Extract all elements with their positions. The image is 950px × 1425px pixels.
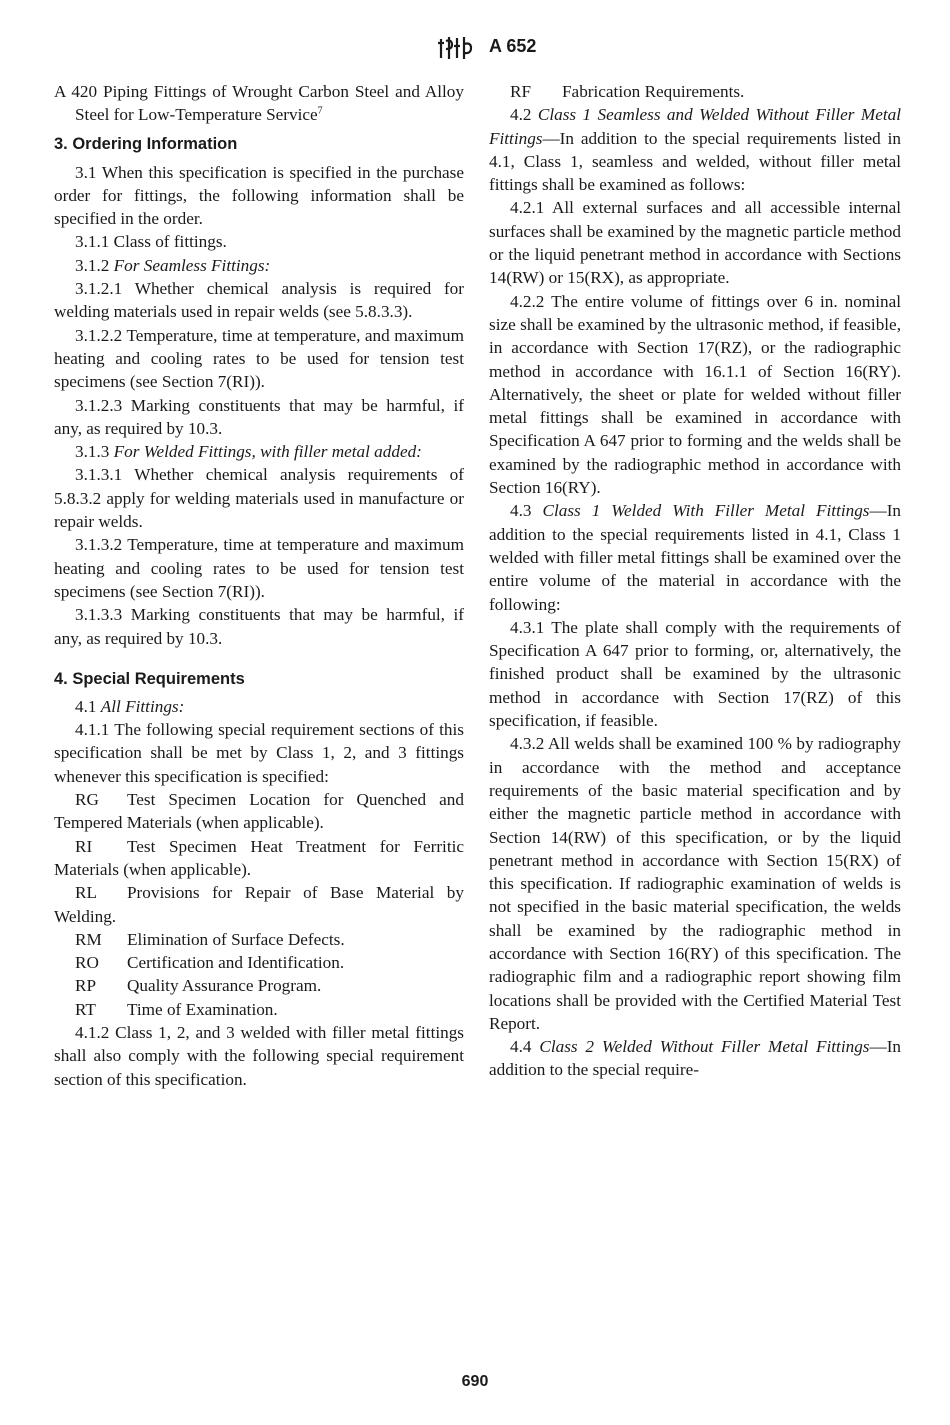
list-item: RT Time of Examination.: [75, 999, 278, 1019]
list-item: RF Fabrication Requirements.: [510, 82, 745, 101]
paragraph-3-1-2-1: 3.1.2.1 Whether chemical analysis is required for welding materials used in repair welds (see 5.8.3.3).: [54, 279, 464, 322]
paragraph-3-1-3-1: 3.1.3.1 Whether chemical analysis requirements of 5.8.3.2 apply for welding materials used in manufacture or repair welds.: [54, 465, 464, 532]
page-number: 690: [461, 1373, 489, 1390]
paragraph-4-3-1: 4.3.1 The plate shall comply with the requirements of Specification A 647 prior to forming, or, alternatively, the finished product shall be examined by the ultrasonic method in accordance with Section 17(RZ) of this specification, if feasible.: [489, 617, 901, 731]
reference-a420: A 420 Piping Fittings of Wrought Carbon Steel and Alloy Steel for Low-Temperature Service$^7$: [54, 82, 464, 125]
paragraph-4-4: 4.4 Class 2 Welded Without Filler Metal Fittings—In addition to the special require-: [489, 1037, 902, 1080]
standard-designation: A 652: [489, 36, 537, 56]
paragraph-3-1-1: 3.1.1 Class of fittings.: [75, 232, 227, 252]
paragraph-3-1-3-3: 3.1.3.3 Marking constituents that may be harmful, if any, as required by 10.3.: [54, 605, 464, 648]
left-column: [54, 80, 464, 1091]
paragraph-4-1-1: 4.1.1 The following special requirement sections of this specification shall be met by Class 1, 2, and 3 fittings whenever this specification is specified:: [54, 720, 464, 786]
paragraph-3-1-2-2: 3.1.2.2 Temperature, time at temperature, and maximum heating and cooling rates to be used for tension test specimens (see Section 7(RI)).: [54, 325, 464, 392]
paragraph-3-1-2-3: 3.1.2.3 Marking constituents that may be harmful, if any, as required by 10.3.: [54, 395, 464, 438]
list-item: RO Certification and Identification.: [75, 953, 345, 973]
list-item: RI Test Specimen Heat Treatment for Ferritic Materials (when applicable).: [54, 836, 464, 879]
section-3-heading: 3. Ordering Information: [54, 134, 238, 153]
paragraph-3-1-3-2: 3.1.3.2 Temperature, time at temperature and maximum heating and cooling rates to be used for tension test specimens (see Section 7(RI)).: [54, 535, 464, 601]
paragraph-4-2: 4.2 Class 1 Seamless and Welded Without Filler Metal Fittings—In addition to the special requirements listed in 4.1, Class 1, seamless and welded, without filler metal fittings shall be examined as follows:: [489, 105, 901, 195]
paragraph-3-1-3: 3.1.3 For Welded Fittings, with filler metal added:: [75, 442, 422, 462]
astm-logo-icon: [436, 34, 476, 62]
list-item: RG Test Specimen Location for Quenched and Tempered Materials (when applicable).: [54, 790, 464, 833]
paragraph-4-2-2: 4.2.2 The entire volume of fittings over 6 in. nominal size shall be examined by the ultrasonic method, if feasible, in accordance with Section 17(RZ), or the radiographic method in accordance with 16.1.1 of Section 16(RY). Alternatively, the sheet or plate for welded without filler metal fittings shall be examined in accordance with Specification A 647 prior to forming and the welds shall be examined by the radiographic method in accordance with Section 16(RY).: [489, 291, 901, 498]
paragraph-4-1-2: 4.1.2 Class 1, 2, and 3 welded with filler metal fittings shall also comply with the following special requirement section of this specification.: [54, 1022, 464, 1089]
paragraph-4-2-1: 4.2.1 All external surfaces and all accessible internal surfaces shall be examined by the magnetic particle method or the liquid penetrant method in accordance with Sections 14(RW) or 15(RX), as appropriate.: [489, 198, 901, 288]
requirement-code-list: [54, 788, 464, 1021]
paragraph-4-1: 4.1 All Fittings:: [75, 696, 185, 716]
paragraph-3-1-2: 3.1.2 For Seamless Fittings:: [75, 255, 271, 275]
list-item: RP Quality Assurance Program.: [75, 976, 322, 996]
paragraph-4-3-2: 4.3.2 All welds shall be examined 100 % by radiography in accordance with the method and acceptance requirements of the basic material specification and by either the magnetic particle method in accordance with Section 14(RW) of this specification, or by the liquid penetrant method in accordance with Section 15(RX) of this specification. If radiographic examination of welds is not specified in the basic material specification, the welds shall be examined by the radiographic method in accordance with Section 16(RY) of this specification. The radiographic film and a radiographic report showing film locations shall be provided with the Certified Material Test Report.: [489, 734, 901, 1033]
section-4-heading: 4. Special Requirements: [54, 669, 245, 688]
right-column: [489, 80, 901, 1082]
list-item: RM Elimination of Surface Defects.: [75, 929, 345, 949]
paragraph-4-3: 4.3 Class 1 Welded With Filler Metal Fittings—In addition to the special requirements listed in 4.1, Class 1 welded with filler metal fittings shall be examined over the entire volume of the material in accordance with the following:: [489, 501, 902, 614]
page-header: [0, 34, 950, 64]
paragraph-3-1: 3.1 When this specification is specified in the purchase order for fittings, the following information shall be specified in the order.: [54, 162, 464, 229]
list-item: RL Provisions for Repair of Base Material by Welding.: [54, 883, 464, 926]
